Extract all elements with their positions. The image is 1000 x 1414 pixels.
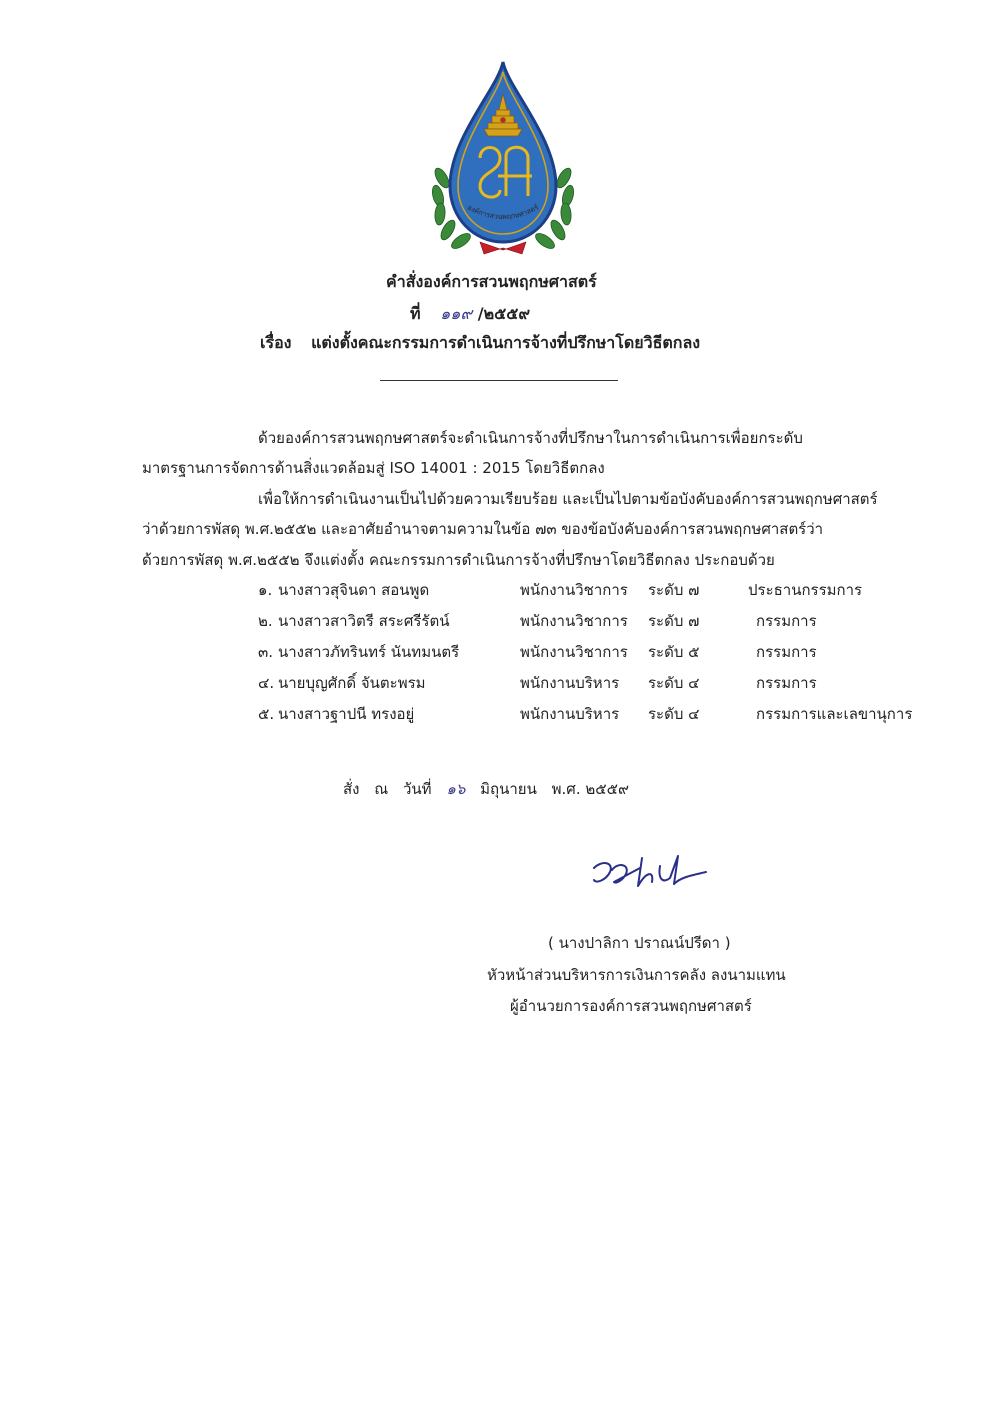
subject-line [260, 331, 700, 356]
order-number-label: ที่ [410, 304, 421, 323]
order-number-line [410, 302, 530, 327]
organization-logo [428, 58, 578, 258]
order-date-month: มิถุนายน [480, 780, 537, 798]
signatory-name: ( นางปาลิกา ปราณน์ปรีดา ) [548, 934, 731, 952]
committee-member [0, 640, 1000, 664]
member-role: ประธานกรรมการ [748, 581, 863, 599]
member-level: ระดับ ๗ [648, 612, 700, 630]
order-date-at: ณ [374, 780, 389, 798]
member-number: ๕. [258, 705, 275, 723]
member-name: นางสาวสาวิตรี สระศรีรัตน์ [278, 612, 450, 630]
member-name: นางสาวสุจินดา สอนพูด [278, 581, 430, 599]
order-date-day-label: วันที่ [402, 780, 432, 798]
member-number: ๓. [258, 643, 274, 661]
member-position: พนักงานบริหาร [520, 674, 620, 692]
paragraph-2: เพื่อให้การดำเนินงานเป็นไปด้วยความเรียบร้อย และเป็นไปตามข้อบังคับองค์การสวนพฤกษศาสตร์ [258, 490, 878, 508]
order-number-suffix: /๒๕๕๙ [477, 304, 531, 323]
paragraph-2-continued-1: ว่าด้วยการพัสดุ พ.ศ.๒๕๕๒ และอาศัยอำนาจตามความในข้อ ๗๓ ของข้อบังคับองค์การสวนพฤกษศาสตร์ว่า [142, 520, 824, 538]
paragraph-2-continued-2: ด้วยการพัสดุ พ.ศ.๒๕๕๒ จึงแต่งตั้ง คณะกรรมการดำเนินการจ้างที่ปรึกษาโดยวิธีตกลง ประกอบด้วย [142, 551, 775, 569]
committee-member [0, 702, 1000, 726]
member-level: ระดับ ๔ [648, 674, 700, 692]
subject-label: เรื่อง [260, 333, 292, 352]
handwritten-signature [588, 848, 718, 898]
paragraph-1-continued: มาตรฐานการจัดการด้านสิ่งแวดล้อมสู่ ISO 14001 : 2015 โดยวิธีตกลง [142, 459, 605, 477]
member-name: นายบุญศักดิ์ จันตะพรม [278, 674, 426, 692]
signatory-title-2: ผู้อำนวยการองค์การสวนพฤกษศาสตร์ [510, 997, 752, 1015]
member-number: ๒. [258, 612, 273, 630]
committee-member [0, 671, 1000, 695]
member-name: นางสาวภัทรินทร์ นันทมนตรี [278, 643, 460, 661]
order-date-year: พ.ศ. ๒๕๕๙ [551, 780, 629, 798]
member-number: ๔. [258, 674, 275, 692]
paragraph-1: ด้วยองค์การสวนพฤกษศาสตร์จะดำเนินการจ้างที่ปรึกษาในการดำเนินการเพื่อยกระดับ [258, 429, 803, 447]
member-position: พนักงานวิชาการ [520, 612, 628, 630]
committee-member [0, 609, 1000, 633]
member-role: กรรมการ [756, 612, 817, 630]
member-position: พนักงานบริหาร [520, 705, 620, 723]
order-date-day-handwritten: ๑๖ [446, 780, 466, 798]
member-level: ระดับ ๕ [648, 643, 700, 661]
member-number: ๑. [258, 581, 273, 599]
member-role: กรรมการ [756, 674, 817, 692]
signatory-title: หัวหน้าส่วนบริหารการเงินการคลัง ลงนามแทน [487, 966, 786, 984]
member-level: ระดับ ๗ [648, 581, 700, 599]
member-position: พนักงานวิชาการ [520, 581, 628, 599]
member-role: กรรมการ [756, 643, 817, 661]
member-level: ระดับ ๔ [648, 705, 700, 723]
subject-text: แต่งตั้งคณะกรรมการดำเนินการจ้างที่ปรึกษาโดยวิธีตกลง [311, 333, 701, 352]
divider-line [380, 380, 618, 381]
member-role: กรรมการและเลขานุการ [756, 705, 913, 723]
member-name: นางสาวฐาปนี ทรงอยู่ [278, 705, 415, 723]
committee-member [0, 578, 1000, 602]
order-date-prefix: สั่ง [343, 780, 360, 798]
logo-caption: องค์การสวนพฤกษศาสตร์ [465, 203, 541, 222]
order-title: คำสั่งองค์การสวนพฤกษศาสตร์ [386, 272, 597, 291]
order-date-line [343, 777, 639, 801]
ribbon [480, 242, 526, 254]
order-number-handwritten: ๑๑๙ [440, 304, 473, 323]
member-position: พนักงานวิชาการ [520, 643, 628, 661]
